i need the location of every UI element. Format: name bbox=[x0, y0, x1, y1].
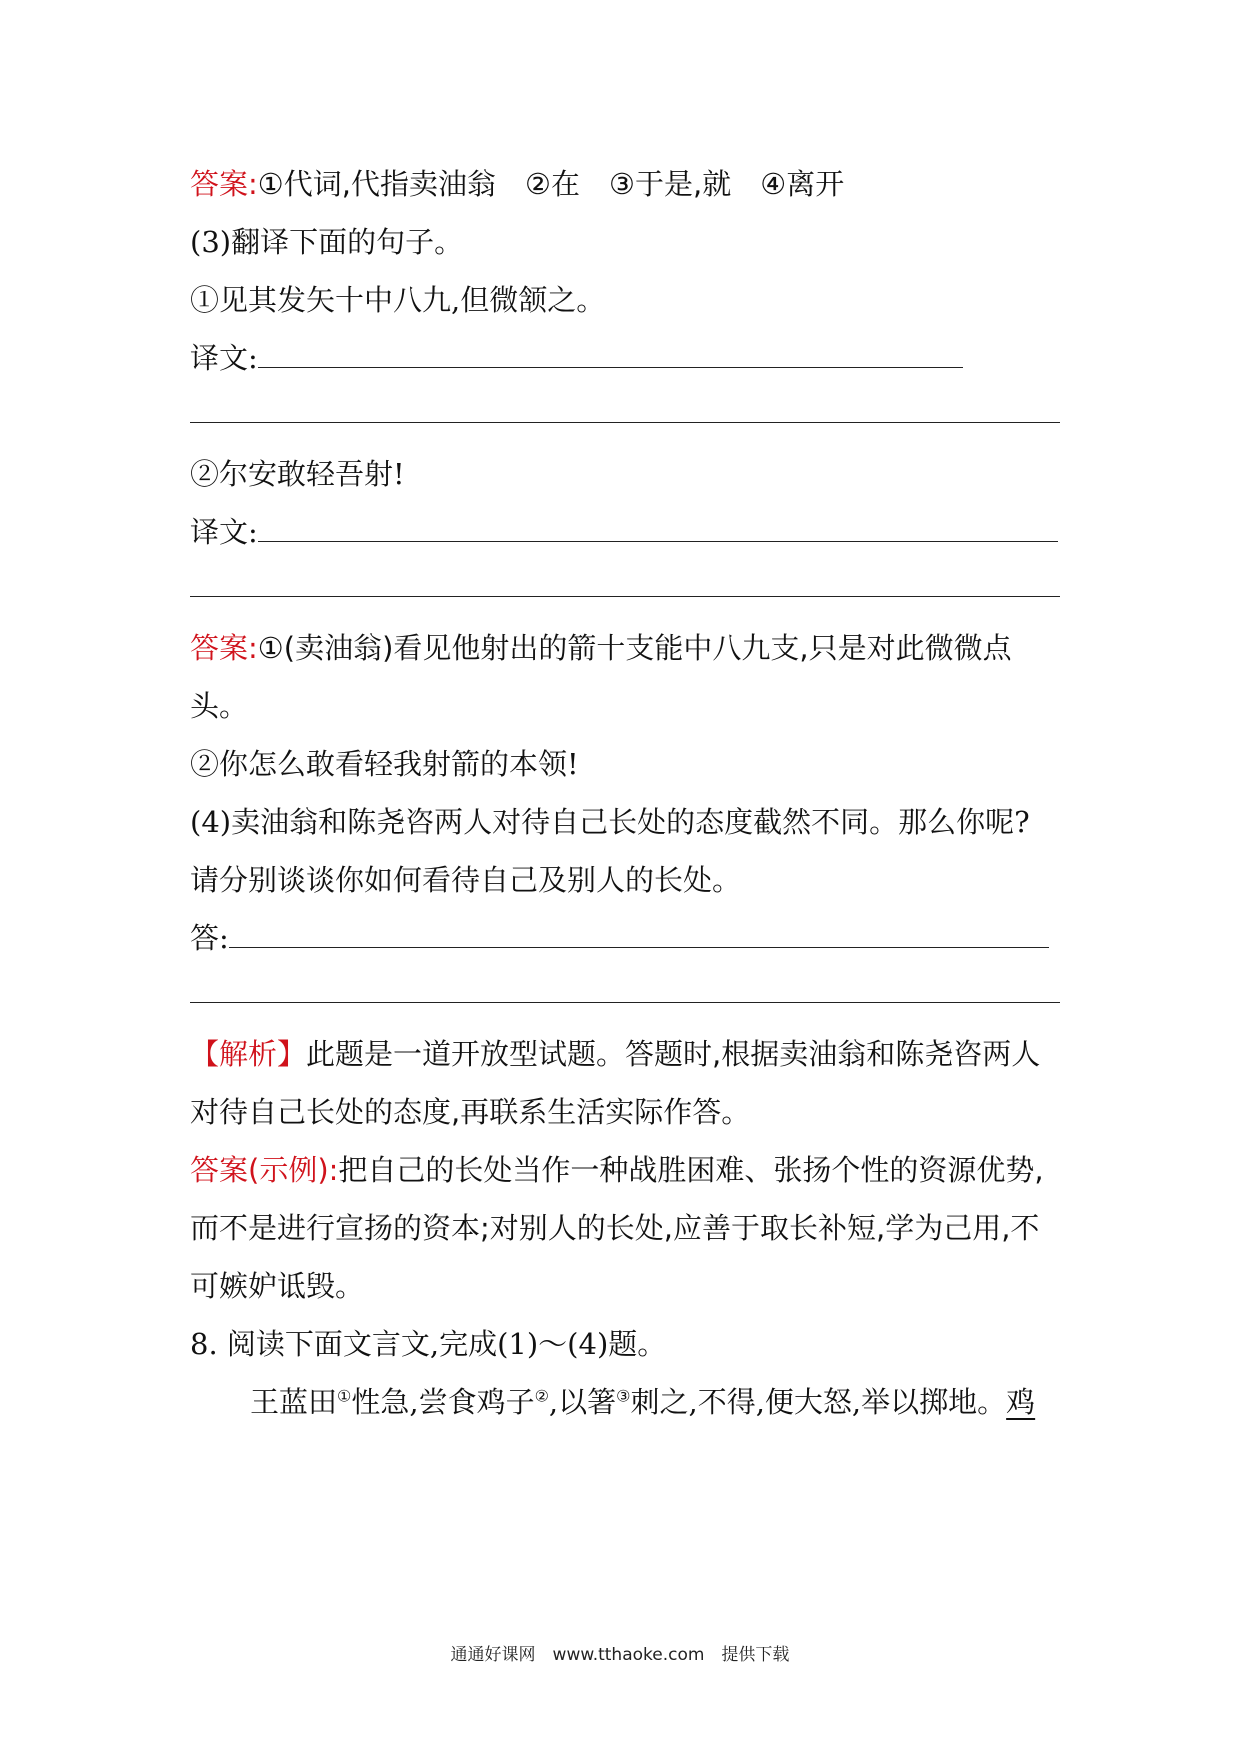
answer-label: 答案: bbox=[190, 631, 258, 665]
sample-answer-text: 把自己的长处当作一种战胜困难、张扬个性的资源优势, bbox=[338, 1153, 1044, 1187]
analysis-label: 【解析】 bbox=[190, 1037, 307, 1071]
footnote-marker: ③ bbox=[616, 1386, 631, 1406]
question-3: (3)翻译下面的句子。 bbox=[190, 225, 464, 259]
footnote-marker: ② bbox=[534, 1386, 549, 1406]
analysis-text: 此题是一道开放型试题。答题时,根据卖油翁和陈尧咨两人 bbox=[306, 1037, 1041, 1071]
question-4-line-1: (4)卖油翁和陈尧咨两人对待自己长处的态度截然不同。那么你呢? bbox=[190, 805, 1030, 839]
translation-label: 译文: bbox=[190, 515, 258, 549]
sample-answer-line-1 bbox=[190, 1150, 1070, 1190]
translation-line-1 bbox=[190, 338, 1070, 378]
answer-input-line bbox=[190, 918, 1070, 958]
sample-answer-line-3: 可嫉妒诋毁。 bbox=[190, 1269, 365, 1303]
underlined-text: 鸡 bbox=[1006, 1385, 1036, 1419]
answer-line-2 bbox=[190, 628, 1070, 668]
footnote-marker: ① bbox=[337, 1386, 352, 1406]
analysis-line-2: 对待自己长处的态度,再联系生活实际作答。 bbox=[190, 1095, 751, 1129]
answer-label: 答: bbox=[190, 921, 229, 955]
passage-text: 性急,尝食鸡子 bbox=[351, 1385, 535, 1419]
passage-text: 王蓝田 bbox=[250, 1385, 338, 1419]
answer-blank-rule[interactable] bbox=[190, 422, 1060, 423]
passage-text: ,以箸 bbox=[548, 1385, 617, 1419]
translation-line-2 bbox=[190, 512, 1070, 552]
answer-line-3: ②你怎么敢看轻我射箭的本领! bbox=[190, 747, 579, 781]
answer-label: 答案: bbox=[190, 167, 258, 201]
page-footer: 通通好课网 www.tthaoke.com 提供下载 bbox=[450, 1645, 790, 1665]
answer-blank[interactable] bbox=[229, 921, 1049, 948]
question-4-line-2: 请分别谈谈你如何看待自己及别人的长处。 bbox=[190, 863, 742, 897]
answer-blank-rule[interactable] bbox=[190, 1002, 1060, 1003]
answer-text: ①(卖油翁)看见他射出的箭十支能中八九支,只是对此微微点 bbox=[257, 631, 1012, 665]
answer-blank[interactable] bbox=[258, 515, 1058, 542]
sample-answer-label: 答案(示例): bbox=[190, 1153, 339, 1187]
question-3-sentence-1: ①见其发矢十中八九,但微颔之。 bbox=[190, 283, 606, 317]
answer-blank[interactable] bbox=[258, 341, 963, 368]
answer-line-2-cont: 头。 bbox=[190, 689, 249, 723]
question-8: 8. 阅读下面文言文,完成(1)～(4)题。 bbox=[190, 1327, 667, 1361]
question-3-sentence-2: ②尔安敢轻吾射! bbox=[190, 457, 405, 491]
analysis-line-1 bbox=[190, 1034, 1070, 1074]
sample-answer-line-2: 而不是进行宣扬的资本;对别人的长处,应善于取长补短,学为己用,不 bbox=[190, 1211, 1040, 1245]
answer-line-1 bbox=[190, 164, 1070, 204]
passage-text: 刺之,不得,便大怒,举以掷地。 bbox=[630, 1385, 1007, 1419]
answer-blank-rule[interactable] bbox=[190, 596, 1060, 597]
classical-passage-line bbox=[250, 1382, 1130, 1422]
translation-label: 译文: bbox=[190, 341, 258, 375]
answer-text: ①代词,代指卖油翁 ②在 ③于是,就 ④离开 bbox=[257, 167, 845, 201]
